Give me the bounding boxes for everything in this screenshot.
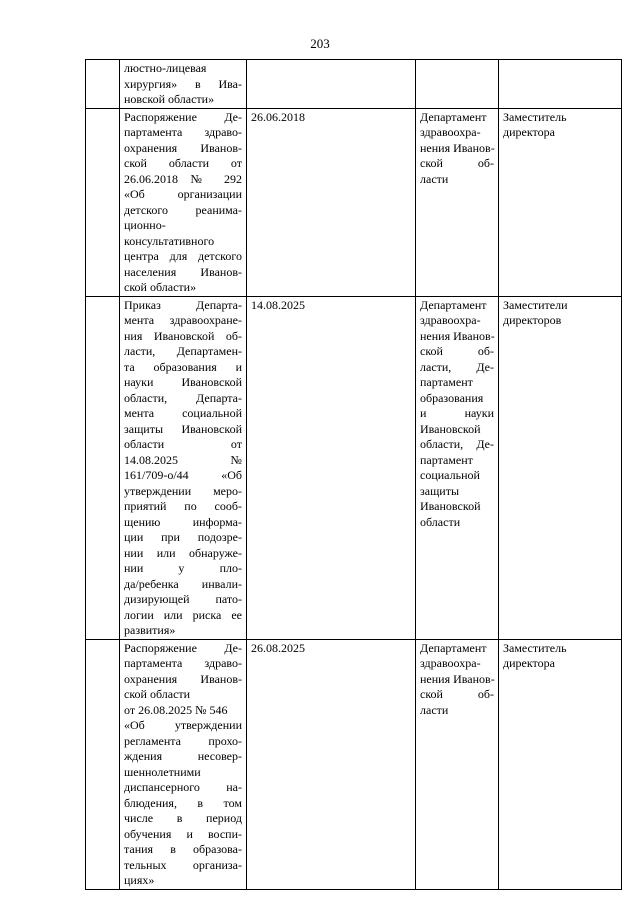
document-text-line: тельных организа- (124, 857, 242, 872)
document-text-line: от 26.08.2025 № 546 (124, 702, 228, 717)
responsible-text-line: Ивановской (420, 421, 481, 436)
responsible-text-line: Департамент (420, 640, 487, 655)
table-body (86, 60, 622, 890)
document-text-line: науки Ивановской (124, 375, 242, 389)
responsible-text-line: нения Иванов- (420, 140, 495, 155)
executor-cell (499, 296, 622, 639)
responsible-text-line: ласти (420, 171, 449, 186)
responsible-text-line: ласти, Де- (420, 359, 494, 374)
document-text-line: Распоряжение Де- (124, 640, 242, 655)
document-text-line: Приказ Департа- (124, 297, 242, 312)
responsible-text-line: партамент (420, 452, 473, 467)
executor-text-line: директоров (503, 313, 562, 327)
responsible-text-line: социальной (420, 468, 480, 482)
document-text-line: новской области» (124, 92, 215, 106)
document-text-line: циях» (124, 873, 155, 887)
document-text-line: развития» (124, 623, 176, 637)
document-text-line: утверждении меро- (124, 483, 242, 498)
document-text-line: защиты Ивановской (124, 421, 242, 436)
responsible-text-line: нения Иванов- (420, 328, 495, 343)
document-text-line: числе в период (124, 811, 242, 825)
executor-text-line: Заместитель (503, 109, 567, 124)
document-text-line: та образования и (124, 359, 242, 374)
responsible-text-line: образования (420, 390, 484, 405)
responsible-text-line: и науки (420, 406, 494, 420)
document-text-line: мента здравоохране- (124, 313, 242, 327)
document-text-line: люстно-лицевая (124, 61, 207, 75)
responsible-text-line: Департамент (420, 297, 487, 312)
regulations-table (85, 59, 622, 890)
number-cell (86, 296, 120, 639)
document-text-line: приятий по сооб- (124, 499, 242, 513)
responsible-text-line: Департамент (420, 109, 487, 124)
document-text-line: шеннолетними (124, 764, 201, 779)
number-cell (86, 639, 120, 889)
document-text-line: «Об организации (124, 187, 242, 201)
responsible-text-line: здравоохра- (420, 313, 481, 327)
document-text-line: ждения несовер- (124, 749, 242, 763)
table-row (86, 296, 622, 639)
page-number: 203 (310, 36, 330, 51)
document-text-line: диспансерного на- (124, 780, 242, 794)
responsible-text-line: Ивановской (420, 499, 481, 513)
date-cell (247, 60, 416, 109)
table-row (86, 639, 622, 889)
document-text-line: регламента прохо- (124, 733, 242, 748)
document-text-line: детского реанима- (124, 202, 242, 217)
executor-text-line: Заместители (503, 297, 568, 312)
document-text-line: 161/709-о/44 «Об (124, 468, 242, 482)
responsible-text-line: ской об- (420, 156, 494, 170)
number-cell (86, 108, 120, 296)
date-cell (247, 639, 416, 889)
document-text-line: дизирующей пато- (124, 592, 242, 606)
number-cell (86, 60, 120, 109)
document-text-line: партамента здраво- (124, 125, 242, 139)
executor-cell (499, 639, 622, 889)
document-text-line: ции при подозре- (124, 530, 242, 544)
date-cell (247, 296, 416, 639)
table-row (86, 108, 622, 296)
document-text-line: ционно- (124, 218, 166, 232)
date-text: 26.06.2018 (251, 109, 305, 124)
document-text-line: охранения Иванов- (124, 140, 242, 155)
document-text-line: тания в образова- (124, 842, 242, 856)
date-cell (247, 108, 416, 296)
responsible-cell (416, 60, 499, 109)
document-text-line: партамента здраво- (124, 656, 242, 670)
table-row (86, 60, 622, 109)
document-text-line: ния Ивановской об- (124, 328, 242, 343)
executor-text-line: Заместитель (503, 640, 567, 655)
document-text-line: «Об утверждении (124, 718, 242, 732)
document-text-line: Распоряжение Де- (124, 109, 242, 124)
document-text-line: 14.08.2025 № (124, 452, 242, 467)
document-text-line: ской области (124, 687, 191, 701)
date-text: 26.08.2025 (251, 640, 305, 655)
responsible-cell (416, 639, 499, 889)
executor-text-line: директора (503, 125, 555, 139)
document-text-line: нии у пло- (124, 561, 242, 575)
document-text-line: щению информа- (124, 514, 242, 529)
document-cell (120, 60, 247, 109)
responsible-text-line: здравоохра- (420, 656, 481, 670)
document-text-line: да/ребенка инвали- (124, 576, 242, 591)
document-text-line: обучения и воспи- (124, 826, 242, 841)
document-text-line: мента социальной (124, 406, 242, 420)
document-cell (120, 296, 247, 639)
executor-cell (499, 108, 622, 296)
document-text-line: 26.06.2018 № 292 (124, 171, 242, 186)
responsible-text-line: нения Иванов- (420, 671, 495, 686)
responsible-text-line: партамент (420, 375, 473, 389)
document-text-line: населения Иванов- (124, 264, 242, 279)
executor-cell (499, 60, 622, 109)
responsible-text-line: области, Де- (420, 437, 494, 451)
document-text-line: нии или обнаруже- (124, 545, 242, 560)
responsible-text-line: здравоохра- (420, 125, 481, 139)
document-text-line: ласти, Департамен- (124, 344, 242, 358)
responsible-text-line: ласти (420, 702, 449, 717)
document-text-line: ской области» (124, 280, 197, 294)
document-text-line: хирургия» в Ива- (124, 76, 242, 91)
responsible-text-line: защиты (420, 483, 460, 498)
responsible-text-line: ской об- (420, 687, 494, 701)
document-text-line: области, Департа- (124, 390, 242, 405)
document-text-line: консультативного (124, 233, 215, 248)
responsible-text-line: ской об- (420, 344, 494, 358)
document-text-line: области от (124, 437, 242, 451)
document-text-line: охранения Иванов- (124, 671, 242, 686)
executor-text-line: директора (503, 656, 555, 670)
document-text-line: логии или риска ее (124, 607, 242, 622)
document-text-line: ской области от (124, 156, 242, 170)
document-cell (120, 108, 247, 296)
responsible-text-line: области (420, 514, 461, 529)
document-text-line: центра для детского (124, 249, 242, 263)
document-text-line: блюдения, в том (124, 795, 242, 810)
date-text: 14.08.2025 (251, 297, 305, 312)
responsible-cell (416, 108, 499, 296)
document-cell (120, 639, 247, 889)
responsible-cell (416, 296, 499, 639)
